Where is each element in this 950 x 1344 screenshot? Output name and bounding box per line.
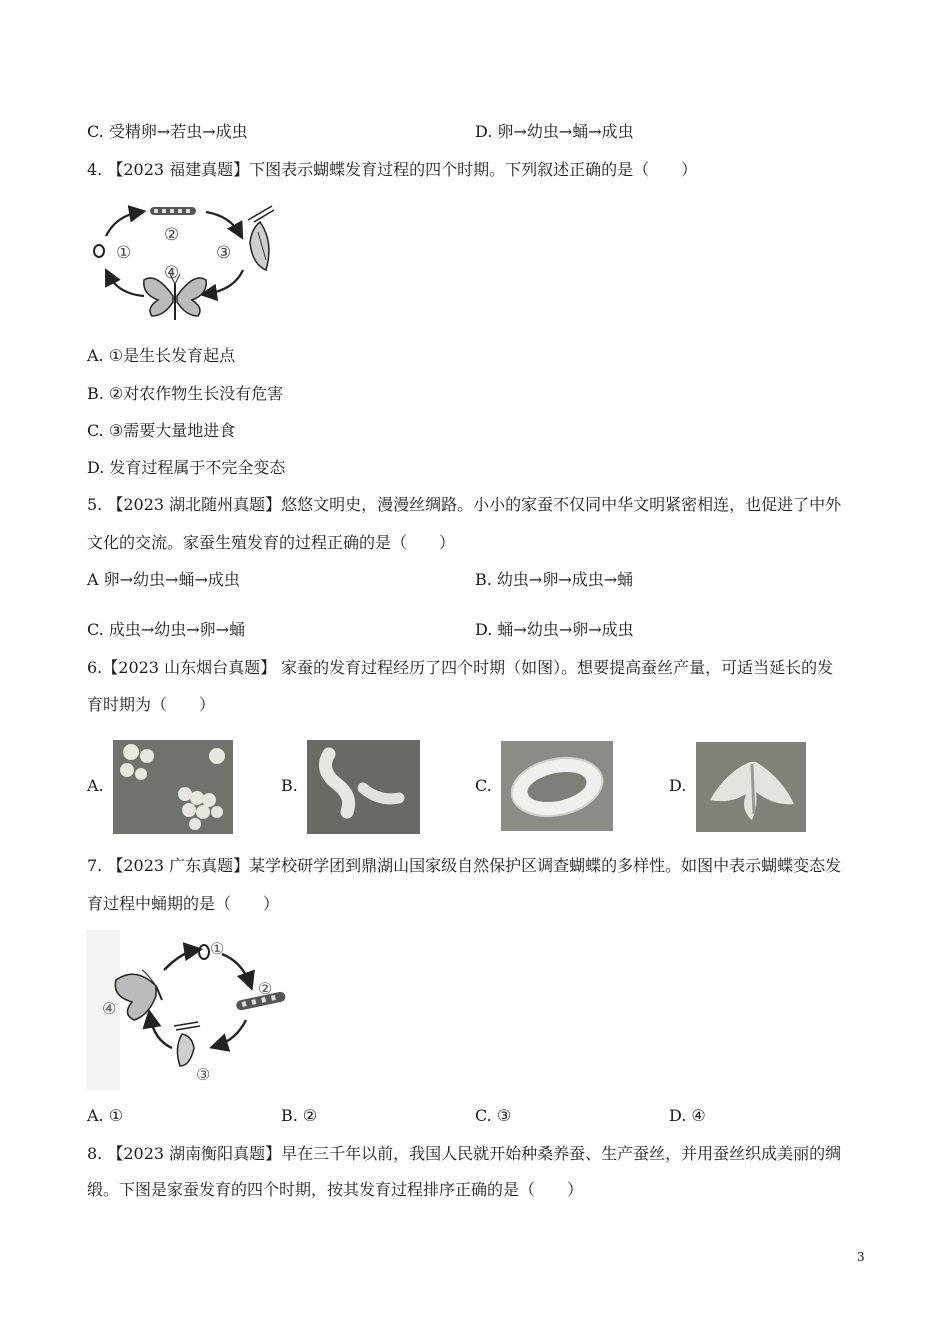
q4-option-c: C. ③需要大量地进食 xyxy=(87,421,236,440)
cycle-arrow xyxy=(222,954,250,984)
stage-label: ② xyxy=(164,225,180,245)
egg-icon xyxy=(199,945,209,959)
stage-label: ④ xyxy=(164,263,180,283)
stage-label: ③ xyxy=(196,1065,211,1084)
caterpillar-icon xyxy=(150,207,196,215)
q5-option-c: C. 成虫→幼虫→卵→蛹 xyxy=(87,620,246,639)
q6-option-c: C. xyxy=(475,776,492,795)
stage-label: ① xyxy=(210,939,225,958)
q6-option-d: D. xyxy=(669,776,687,795)
stage-label: ④ xyxy=(102,999,117,1018)
cycle-arrow xyxy=(108,274,144,296)
q7-option-a: A. ① xyxy=(87,1106,124,1125)
q6-stem-line2: 育时期为（ ） xyxy=(87,695,216,714)
silkworm-eggs-photo xyxy=(113,740,233,834)
silkworm-cocoon-photo xyxy=(501,741,613,831)
q7-option-c: C. ③ xyxy=(475,1106,512,1125)
silkworm-larva-photo xyxy=(307,740,420,834)
q4-option-b: B. ②对农作物生长没有危害 xyxy=(87,384,284,403)
q7-option-d: D. ④ xyxy=(669,1106,706,1125)
q5-stem-line1: 5. 【2023 湖北随州真题】悠悠文明史，漫漫丝绸路。小小的家蚕不仅同中华文明紧密相连，也促进了中外 xyxy=(87,495,842,514)
q4-option-d: D. 发育过程属于不完全变态 xyxy=(87,458,286,477)
stage-label: ① xyxy=(116,243,132,263)
cycle-arrow xyxy=(206,212,240,234)
q5-option-b: B. 幼虫→卵→成虫→蛹 xyxy=(475,570,634,589)
q7-stem-line2: 育过程中蛹期的是（ ） xyxy=(87,894,280,913)
q7-option-b: B. ② xyxy=(281,1106,318,1125)
page-number: 3 xyxy=(857,1250,865,1264)
q6-option-b: B. xyxy=(281,776,298,795)
chrysalis-icon xyxy=(174,1022,200,1066)
stage-label: ② xyxy=(258,979,273,998)
cycle-arrow xyxy=(216,1020,246,1046)
q6-stem-line1: 6.【2023 山东烟台真题】 家蚕的发育过程经历了四个时期（如图）。想要提高蚕丝产量，可适当延长的发 xyxy=(87,658,834,677)
butterfly-lifecycle-figure xyxy=(88,198,278,323)
cycle-arrow xyxy=(164,950,196,970)
butterfly-icon xyxy=(115,970,162,1020)
q3-option-c: C. 受精卵→若虫→成虫 xyxy=(87,122,248,141)
cycle-arrow xyxy=(106,212,140,236)
cycle-arrow xyxy=(206,270,243,294)
silkworm-moth-photo xyxy=(696,742,806,832)
q5-option-d: D. 蛹→幼虫→卵→成虫 xyxy=(475,620,634,639)
cycle-arrow xyxy=(150,1016,172,1048)
q4-option-a: A. ①是生长发育起点 xyxy=(87,346,236,365)
butterfly-lifecycle-figure-2 xyxy=(86,930,286,1090)
chrysalis-icon xyxy=(248,206,274,270)
q8-stem-line1: 8. 【2023 湖南衡阳真题】早在三千年以前，我国人民就开始种桑养蚕、生产蚕丝，并用蚕丝织成美丽的绸 xyxy=(87,1144,842,1163)
q3-option-d: D. 卵→幼虫→蛹→成虫 xyxy=(475,122,634,141)
q7-stem-line1: 7. 【2023 广东真题】某学校研学团到鼎湖山国家级自然保护区调查蝴蝶的多样性。如图中表示蝴蝶变态发 xyxy=(87,856,842,875)
egg-icon xyxy=(94,245,104,257)
q6-option-a: A. xyxy=(87,776,104,795)
stage-label: ③ xyxy=(216,243,232,263)
q4-stem: 4. 【2023 福建真题】下图表示蝴蝶发育过程的四个时期。下列叙述正确的是（ ） xyxy=(87,160,698,179)
q5-stem-line2: 文化的交流。家蚕生殖发育的过程正确的是（ ） xyxy=(87,533,456,552)
q5-option-a: A 卵→幼虫→蛹→成虫 xyxy=(87,570,240,589)
q8-stem-line2: 缎。下图是家蚕发育的四个时期，按其发育过程排序正确的是（ ） xyxy=(87,1180,584,1199)
